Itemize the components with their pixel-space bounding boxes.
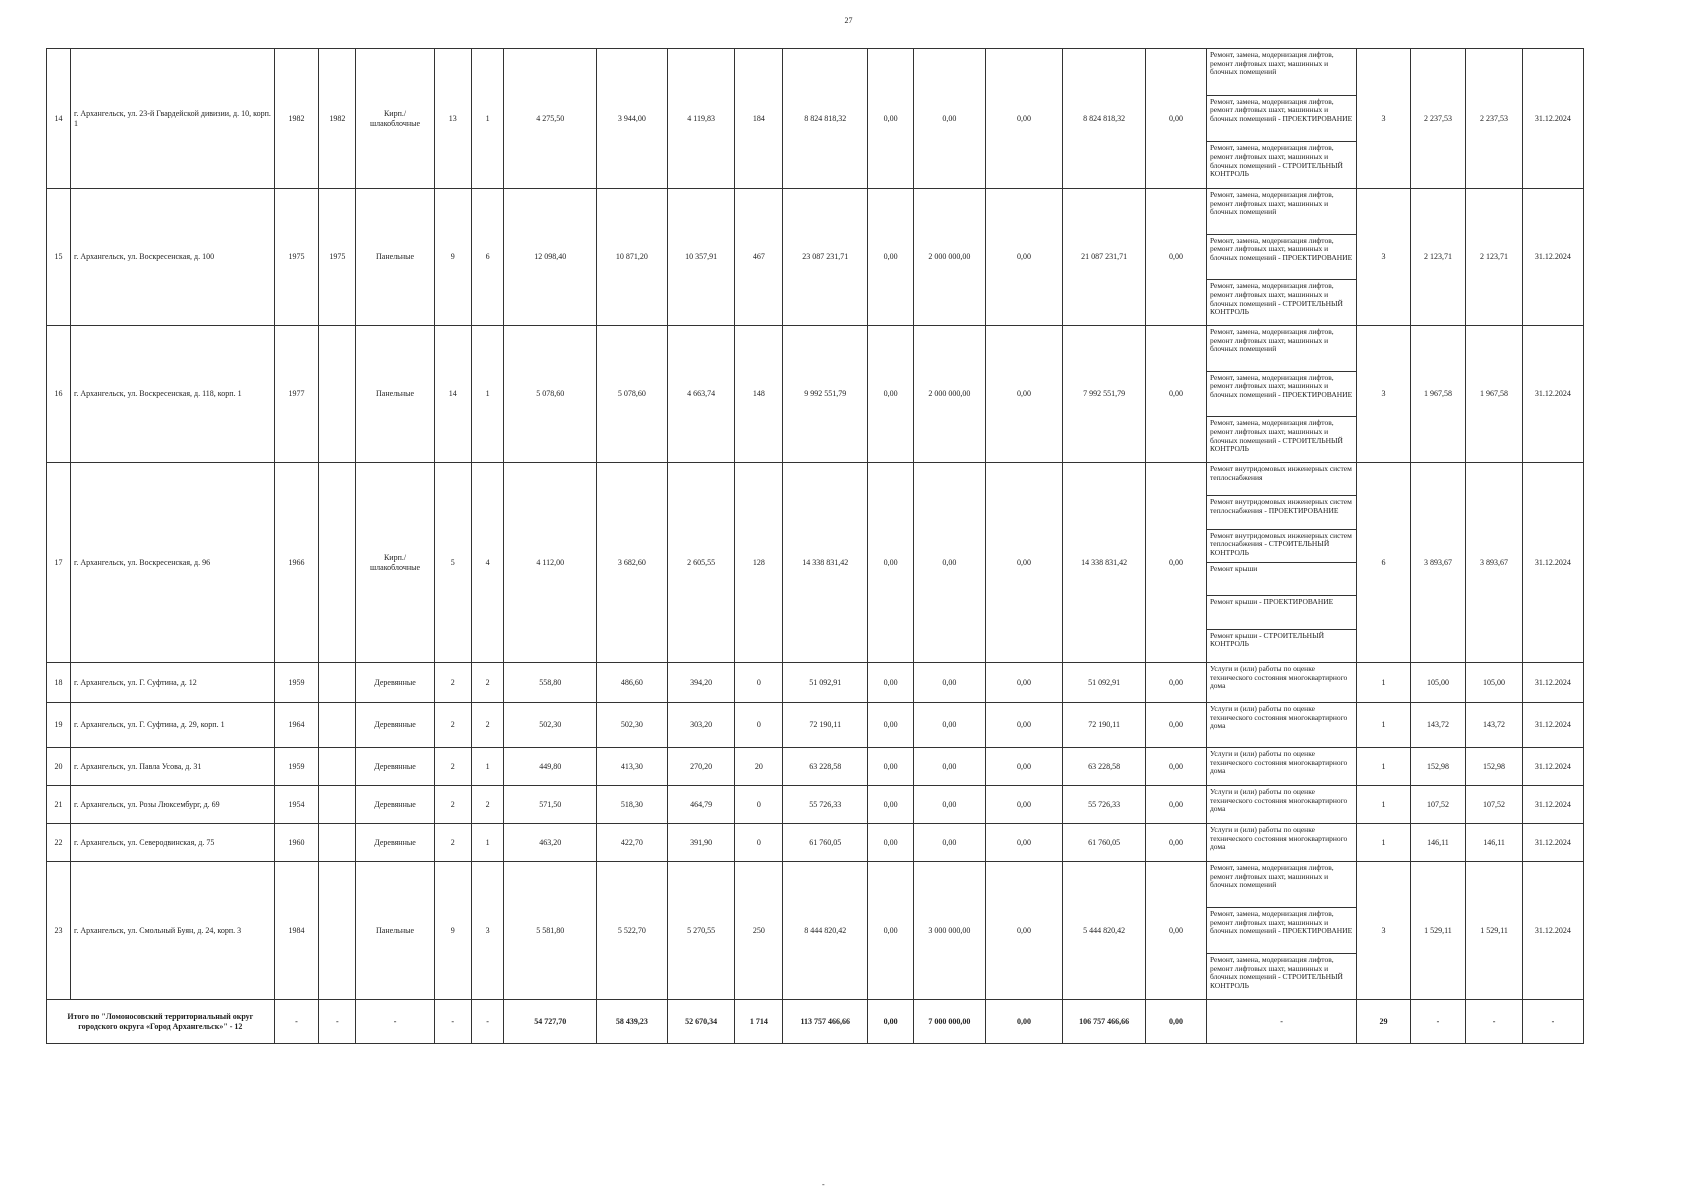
total-area-total-cell: 54 727,70: [504, 1000, 597, 1044]
year-commissioned-cell: [319, 663, 356, 703]
area-living-cell: 270,20: [667, 748, 735, 786]
cost-federal-cell: 0,00: [868, 326, 914, 463]
cost-owners-cell: 7 992 551,79: [1063, 326, 1146, 463]
deadline-cell: 31.12.2024: [1522, 824, 1583, 862]
work-item: Ремонт, замена, модернизация лифтов, ремонт лифтовых шахт, машинных и блочных помещений - ПРОЕКТИРОВАНИЕ: [1207, 372, 1356, 418]
max-cost-cell: 146,11: [1466, 824, 1523, 862]
area-living-cell: 5 270,55: [667, 862, 735, 1000]
work-item: Ремонт, замена, модернизация лифтов, ремонт лифтовых шахт, машинных и блочных помещений - СТРОИТЕЛЬНЫЙ КОНТРОЛЬ: [1209, 143, 1343, 179]
cost-federal-cell: 0,00: [868, 663, 914, 703]
row-number: 20: [47, 748, 71, 786]
work-item: Услуги и (или) работы по оценке технического состояния многоквартирного дома: [1209, 825, 1348, 852]
total-cost-regional-cell: 7 000 000,00: [913, 1000, 985, 1044]
area-total-cell: 571,50: [504, 786, 597, 824]
residents-cell: 467: [735, 189, 783, 326]
entrances-cell: 3: [471, 862, 504, 1000]
year-commissioned-cell: [319, 862, 356, 1000]
year-commissioned-cell: [319, 786, 356, 824]
work-item: Ремонт, замена, модернизация лифтов, ремонт лифтовых шахт, машинных и блочных помещений - ПРОЕКТИРОВАНИЕ: [1207, 908, 1356, 954]
works-cell: [1206, 703, 1356, 748]
area-living-cell: 464,79: [667, 786, 735, 824]
row-number: 18: [47, 663, 71, 703]
work-item: Ремонт внутридомовых инженерных систем теплоснабжения - СТРОИТЕЛЬНЫЙ КОНТРОЛЬ: [1207, 530, 1356, 563]
max-cost-cell: 3 893,67: [1466, 463, 1523, 663]
unit-cost-cell: 105,00: [1410, 663, 1466, 703]
works-cell: [1206, 663, 1356, 703]
cost-local-cell: 0,00: [985, 703, 1062, 748]
cost-local-cell: 0,00: [985, 786, 1062, 824]
residents-cell: 148: [735, 326, 783, 463]
residents-cell: 128: [735, 463, 783, 663]
floors-cell: 9: [434, 189, 471, 326]
deadline-cell: 31.12.2024: [1522, 189, 1583, 326]
cost-other-cell: 0,00: [1145, 703, 1206, 748]
wall-material-cell: Деревянные: [356, 824, 434, 862]
area-premises-cell: 413,30: [597, 748, 668, 786]
max-cost-cell: 2 123,71: [1466, 189, 1523, 326]
residents-cell: 0: [735, 703, 783, 748]
works-count-cell: 3: [1357, 49, 1410, 189]
cost-owners-cell: 72 190,11: [1063, 703, 1146, 748]
work-item: Услуги и (или) работы по оценке технического состояния многоквартирного дома: [1209, 664, 1348, 691]
wall-material-cell: Кирп./ шлакоблочные: [356, 463, 434, 663]
year-built-cell: 1954: [274, 786, 319, 824]
total-works-cell: -: [1206, 1000, 1356, 1044]
table-row: [47, 463, 1584, 663]
unit-cost-cell: 152,98: [1410, 748, 1466, 786]
cost-owners-cell: 8 824 818,32: [1063, 49, 1146, 189]
work-item: Ремонт внутридомовых инженерных систем теплоснабжения - ПРОЕКТИРОВАНИЕ: [1207, 496, 1356, 529]
work-item: Ремонт, замена, модернизация лифтов, ремонт лифтовых шахт, машинных и блочных помещений: [1207, 189, 1356, 235]
table-row: [47, 786, 1584, 824]
work-item: Ремонт крыши - ПРОЕКТИРОВАНИЕ: [1207, 596, 1356, 629]
cost-regional-cell: 0,00: [913, 703, 985, 748]
works-cell: [1206, 463, 1356, 663]
year-built-cell: 1984: [274, 862, 319, 1000]
area-total-cell: 5 078,60: [504, 326, 597, 463]
cost-other-cell: 0,00: [1145, 326, 1206, 463]
cost-federal-cell: 0,00: [868, 463, 914, 663]
total-residents-cell: 1 714: [735, 1000, 783, 1044]
floors-cell: 14: [434, 326, 471, 463]
address-cell: г. Архангельск, ул. Г. Суфтина, д. 12: [70, 663, 274, 703]
total-cost-owners-cell: 106 757 466,66: [1063, 1000, 1146, 1044]
table-row: [47, 703, 1584, 748]
cost-federal-cell: 0,00: [868, 49, 914, 189]
cost-total-cell: 9 992 551,79: [783, 326, 868, 463]
cost-other-cell: 0,00: [1145, 748, 1206, 786]
address-cell: г. Архангельск, ул. Северодвинская, д. 75: [70, 824, 274, 862]
wall-material-cell: Деревянные: [356, 786, 434, 824]
cost-other-cell: 0,00: [1145, 49, 1206, 189]
unit-cost-cell: 107,52: [1410, 786, 1466, 824]
residents-cell: 184: [735, 49, 783, 189]
cost-other-cell: 0,00: [1145, 463, 1206, 663]
year-built-cell: 1960: [274, 824, 319, 862]
works-cell: [1206, 326, 1356, 463]
floors-cell: 2: [434, 786, 471, 824]
works-count-cell: 1: [1357, 663, 1410, 703]
cost-local-cell: 0,00: [985, 663, 1062, 703]
work-item: Ремонт крыши - СТРОИТЕЛЬНЫЙ КОНТРОЛЬ: [1209, 630, 1325, 649]
footer-mark: -: [822, 1180, 825, 1189]
max-cost-cell: 143,72: [1466, 703, 1523, 748]
cost-total-cell: 72 190,11: [783, 703, 868, 748]
year-commissioned-cell: 1975: [319, 189, 356, 326]
cost-other-cell: 0,00: [1145, 663, 1206, 703]
cost-regional-cell: 0,00: [913, 748, 985, 786]
area-premises-cell: 486,60: [597, 663, 668, 703]
work-item: Ремонт, замена, модернизация лифтов, ремонт лифтовых шахт, машинных и блочных помещений - ПРОЕКТИРОВАНИЕ: [1207, 235, 1356, 281]
year-commissioned-cell: [319, 824, 356, 862]
deadline-cell: 31.12.2024: [1522, 49, 1583, 189]
wall-material-cell: Деревянные: [356, 703, 434, 748]
works-count-cell: 1: [1357, 748, 1410, 786]
cost-federal-cell: 0,00: [868, 824, 914, 862]
year-built-cell: 1964: [274, 703, 319, 748]
cost-other-cell: 0,00: [1145, 786, 1206, 824]
residents-cell: 0: [735, 786, 783, 824]
works-count-cell: 3: [1357, 326, 1410, 463]
address-cell: г. Архангельск, ул. Воскресенская, д. 118, корп. 1: [70, 326, 274, 463]
table-row: [47, 748, 1584, 786]
cost-total-cell: 61 760,05: [783, 824, 868, 862]
residents-cell: 250: [735, 862, 783, 1000]
cost-local-cell: 0,00: [985, 49, 1062, 189]
residents-cell: 0: [735, 663, 783, 703]
year-built-cell: 1966: [274, 463, 319, 663]
total-deadline-cell: -: [1522, 1000, 1583, 1044]
floors-cell: 2: [434, 824, 471, 862]
address-cell: г. Архангельск, ул. Розы Люксембург, д. 69: [70, 786, 274, 824]
floors-cell: 2: [434, 748, 471, 786]
work-item: Ремонт, замена, модернизация лифтов, ремонт лифтовых шахт, машинных и блочных помещений: [1207, 49, 1356, 96]
wall-material-cell: Панельные: [356, 862, 434, 1000]
wall-material-cell: Деревянные: [356, 663, 434, 703]
area-premises-cell: 10 871,20: [597, 189, 668, 326]
cost-local-cell: 0,00: [985, 824, 1062, 862]
area-total-cell: 502,30: [504, 703, 597, 748]
cost-regional-cell: 3 000 000,00: [913, 862, 985, 1000]
year-commissioned-cell: [319, 703, 356, 748]
cost-federal-cell: 0,00: [868, 189, 914, 326]
cost-federal-cell: 0,00: [868, 748, 914, 786]
area-total-cell: 5 581,80: [504, 862, 597, 1000]
address-cell: г. Архангельск, ул. 23-й Гвардейской дивизии, д. 10, корп. 1: [70, 49, 274, 189]
cost-local-cell: 0,00: [985, 326, 1062, 463]
cost-owners-cell: 63 228,58: [1063, 748, 1146, 786]
deadline-cell: 31.12.2024: [1522, 862, 1583, 1000]
cost-federal-cell: 0,00: [868, 786, 914, 824]
area-total-cell: 463,20: [504, 824, 597, 862]
entrances-cell: 1: [471, 49, 504, 189]
work-item: Услуги и (или) работы по оценке технического состояния многоквартирного дома: [1209, 749, 1348, 776]
cost-total-cell: 8 824 818,32: [783, 49, 868, 189]
works-count-cell: 3: [1357, 189, 1410, 326]
area-premises-cell: 5 078,60: [597, 326, 668, 463]
total-area-living-cell: 52 670,34: [667, 1000, 735, 1044]
row-number: 15: [47, 189, 71, 326]
entrances-cell: 1: [471, 824, 504, 862]
capital-repair-table: [46, 48, 1584, 1044]
max-cost-cell: 2 237,53: [1466, 49, 1523, 189]
total-year-built-cell: -: [274, 1000, 319, 1044]
year-built-cell: 1959: [274, 663, 319, 703]
residents-cell: 20: [735, 748, 783, 786]
work-item: Ремонт, замена, модернизация лифтов, ремонт лифтовых шахт, машинных и блочных помещений - СТРОИТЕЛЬНЫЙ КОНТРОЛЬ: [1209, 955, 1343, 990]
cost-local-cell: 0,00: [985, 748, 1062, 786]
cost-other-cell: 0,00: [1145, 824, 1206, 862]
entrances-cell: 2: [471, 703, 504, 748]
entrances-cell: 1: [471, 748, 504, 786]
works-count-cell: 1: [1357, 824, 1410, 862]
area-living-cell: 394,20: [667, 663, 735, 703]
cost-other-cell: 0,00: [1145, 862, 1206, 1000]
area-total-cell: 4 275,50: [504, 49, 597, 189]
area-premises-cell: 518,30: [597, 786, 668, 824]
cost-federal-cell: 0,00: [868, 862, 914, 1000]
table-row: [47, 862, 1584, 1000]
max-cost-cell: 1 967,58: [1466, 326, 1523, 463]
cost-owners-cell: 21 087 231,71: [1063, 189, 1146, 326]
row-number: 22: [47, 824, 71, 862]
total-cost-federal-cell: 0,00: [868, 1000, 914, 1044]
page-number: 27: [844, 16, 853, 25]
residents-cell: 0: [735, 824, 783, 862]
cost-regional-cell: 0,00: [913, 463, 985, 663]
year-commissioned-cell: [319, 326, 356, 463]
area-living-cell: 303,20: [667, 703, 735, 748]
unit-cost-cell: 2 237,53: [1410, 49, 1466, 189]
entrances-cell: 4: [471, 463, 504, 663]
cost-regional-cell: 0,00: [913, 824, 985, 862]
floors-cell: 2: [434, 703, 471, 748]
work-item: Ремонт, замена, модернизация лифтов, ремонт лифтовых шахт, машинных и блочных помещений: [1207, 862, 1356, 908]
unit-cost-cell: 146,11: [1410, 824, 1466, 862]
max-cost-cell: 1 529,11: [1466, 862, 1523, 1000]
unit-cost-cell: 1 967,58: [1410, 326, 1466, 463]
floors-cell: 2: [434, 663, 471, 703]
area-premises-cell: 3 682,60: [597, 463, 668, 663]
wall-material-cell: Панельные: [356, 326, 434, 463]
unit-cost-cell: 143,72: [1410, 703, 1466, 748]
works-cell: [1206, 786, 1356, 824]
works-cell: [1206, 862, 1356, 1000]
table-row: [47, 824, 1584, 862]
entrances-cell: 6: [471, 189, 504, 326]
cost-owners-cell: 55 726,33: [1063, 786, 1146, 824]
address-cell: г. Архангельск, ул. Г. Суфтина, д. 29, корп. 1: [70, 703, 274, 748]
address-cell: г. Архангельск, ул. Павла Усова, д. 31: [70, 748, 274, 786]
cost-owners-cell: 61 760,05: [1063, 824, 1146, 862]
floors-cell: 5: [434, 463, 471, 663]
table-row: [47, 326, 1584, 463]
work-item: Ремонт внутридомовых инженерных систем теплоснабжения: [1207, 463, 1356, 496]
deadline-cell: 31.12.2024: [1522, 463, 1583, 663]
total-row: [47, 1000, 1584, 1044]
total-unit-cost-cell: -: [1410, 1000, 1466, 1044]
total-year-commissioned-cell: -: [319, 1000, 356, 1044]
cost-owners-cell: 14 338 831,42: [1063, 463, 1146, 663]
work-item: Ремонт, замена, модернизация лифтов, ремонт лифтовых шахт, машинных и блочных помещений - СТРОИТЕЛЬНЫЙ КОНТРОЛЬ: [1209, 418, 1343, 454]
cost-total-cell: 8 444 820,42: [783, 862, 868, 1000]
area-premises-cell: 5 522,70: [597, 862, 668, 1000]
cost-other-cell: 0,00: [1145, 189, 1206, 326]
cost-regional-cell: 2 000 000,00: [913, 326, 985, 463]
year-built-cell: 1982: [274, 49, 319, 189]
area-living-cell: 4 119,83: [667, 49, 735, 189]
deadline-cell: 31.12.2024: [1522, 748, 1583, 786]
cost-federal-cell: 0,00: [868, 703, 914, 748]
table-row: [47, 189, 1584, 326]
entrances-cell: 1: [471, 326, 504, 463]
area-living-cell: 10 357,91: [667, 189, 735, 326]
address-cell: г. Архангельск, ул. Воскресенская, д. 100: [70, 189, 274, 326]
cost-total-cell: 14 338 831,42: [783, 463, 868, 663]
cost-regional-cell: 0,00: [913, 663, 985, 703]
year-commissioned-cell: [319, 748, 356, 786]
works-count-cell: 1: [1357, 703, 1410, 748]
area-premises-cell: 422,70: [597, 824, 668, 862]
total-works-count-cell: 29: [1357, 1000, 1410, 1044]
total-max-cost-cell: -: [1466, 1000, 1523, 1044]
max-cost-cell: 105,00: [1466, 663, 1523, 703]
wall-material-cell: Деревянные: [356, 748, 434, 786]
year-built-cell: 1977: [274, 326, 319, 463]
deadline-cell: 31.12.2024: [1522, 663, 1583, 703]
area-living-cell: 391,90: [667, 824, 735, 862]
row-number: 19: [47, 703, 71, 748]
area-total-cell: 558,80: [504, 663, 597, 703]
year-commissioned-cell: [319, 463, 356, 663]
year-built-cell: 1959: [274, 748, 319, 786]
cost-regional-cell: 0,00: [913, 49, 985, 189]
area-living-cell: 2 605,55: [667, 463, 735, 663]
address-cell: г. Архангельск, ул. Смольный Буян, д. 24, корп. 3: [70, 862, 274, 1000]
max-cost-cell: 152,98: [1466, 748, 1523, 786]
work-item: Услуги и (или) работы по оценке технического состояния многоквартирного дома: [1209, 787, 1348, 814]
cost-total-cell: 55 726,33: [783, 786, 868, 824]
total-label: Итого по "Ломоносовский территориальный округ городского округа «Город Архангельск»" - 12: [47, 1000, 275, 1044]
area-premises-cell: 3 944,00: [597, 49, 668, 189]
unit-cost-cell: 2 123,71: [1410, 189, 1466, 326]
cost-regional-cell: 2 000 000,00: [913, 189, 985, 326]
area-total-cell: 4 112,00: [504, 463, 597, 663]
table-row: [47, 49, 1584, 189]
floors-cell: 9: [434, 862, 471, 1000]
cost-regional-cell: 0,00: [913, 786, 985, 824]
row-number: 17: [47, 463, 71, 663]
work-item: Ремонт крыши: [1207, 563, 1356, 596]
works-cell: [1206, 748, 1356, 786]
cost-total-cell: 23 087 231,71: [783, 189, 868, 326]
entrances-cell: 2: [471, 663, 504, 703]
wall-material-cell: Панельные: [356, 189, 434, 326]
total-cost-total-cell: 113 757 466,66: [783, 1000, 868, 1044]
year-built-cell: 1975: [274, 189, 319, 326]
cost-local-cell: 0,00: [985, 463, 1062, 663]
works-cell: [1206, 49, 1356, 189]
deadline-cell: 31.12.2024: [1522, 786, 1583, 824]
total-cost-local-cell: 0,00: [985, 1000, 1062, 1044]
cost-total-cell: 63 228,58: [783, 748, 868, 786]
address-cell: г. Архангельск, ул. Воскресенская, д. 96: [70, 463, 274, 663]
area-total-cell: 449,80: [504, 748, 597, 786]
unit-cost-cell: 3 893,67: [1410, 463, 1466, 663]
total-entrances-cell: -: [471, 1000, 504, 1044]
unit-cost-cell: 1 529,11: [1410, 862, 1466, 1000]
area-living-cell: 4 663,74: [667, 326, 735, 463]
cost-total-cell: 51 092,91: [783, 663, 868, 703]
area-total-cell: 12 098,40: [504, 189, 597, 326]
work-item: Услуги и (или) работы по оценке технического состояния многоквартирного дома: [1209, 704, 1348, 731]
cost-local-cell: 0,00: [985, 862, 1062, 1000]
total-cost-other-cell: 0,00: [1145, 1000, 1206, 1044]
work-item: Ремонт, замена, модернизация лифтов, ремонт лифтовых шахт, машинных и блочных помещений - СТРОИТЕЛЬНЫЙ КОНТРОЛЬ: [1209, 281, 1343, 317]
wall-material-cell: Кирп./ шлакоблочные: [356, 49, 434, 189]
year-commissioned-cell: 1982: [319, 49, 356, 189]
deadline-cell: 31.12.2024: [1522, 703, 1583, 748]
work-item: Ремонт, замена, модернизация лифтов, ремонт лифтовых шахт, машинных и блочных помещений - ПРОЕКТИРОВАНИЕ: [1207, 96, 1356, 143]
entrances-cell: 2: [471, 786, 504, 824]
works-cell: [1206, 189, 1356, 326]
cost-owners-cell: 5 444 820,42: [1063, 862, 1146, 1000]
row-number: 16: [47, 326, 71, 463]
row-number: 21: [47, 786, 71, 824]
floors-cell: 13: [434, 49, 471, 189]
table-row: [47, 663, 1584, 703]
row-number: 14: [47, 49, 71, 189]
max-cost-cell: 107,52: [1466, 786, 1523, 824]
deadline-cell: 31.12.2024: [1522, 326, 1583, 463]
works-count-cell: 1: [1357, 786, 1410, 824]
total-floors-cell: -: [434, 1000, 471, 1044]
work-item: Ремонт, замена, модернизация лифтов, ремонт лифтовых шахт, машинных и блочных помещений: [1207, 326, 1356, 372]
cost-owners-cell: 51 092,91: [1063, 663, 1146, 703]
area-premises-cell: 502,30: [597, 703, 668, 748]
total-area-premises-cell: 58 439,23: [597, 1000, 668, 1044]
works-count-cell: 6: [1357, 463, 1410, 663]
works-count-cell: 3: [1357, 862, 1410, 1000]
row-number: 23: [47, 862, 71, 1000]
cost-local-cell: 0,00: [985, 189, 1062, 326]
total-wall-material-cell: -: [356, 1000, 434, 1044]
works-cell: [1206, 824, 1356, 862]
